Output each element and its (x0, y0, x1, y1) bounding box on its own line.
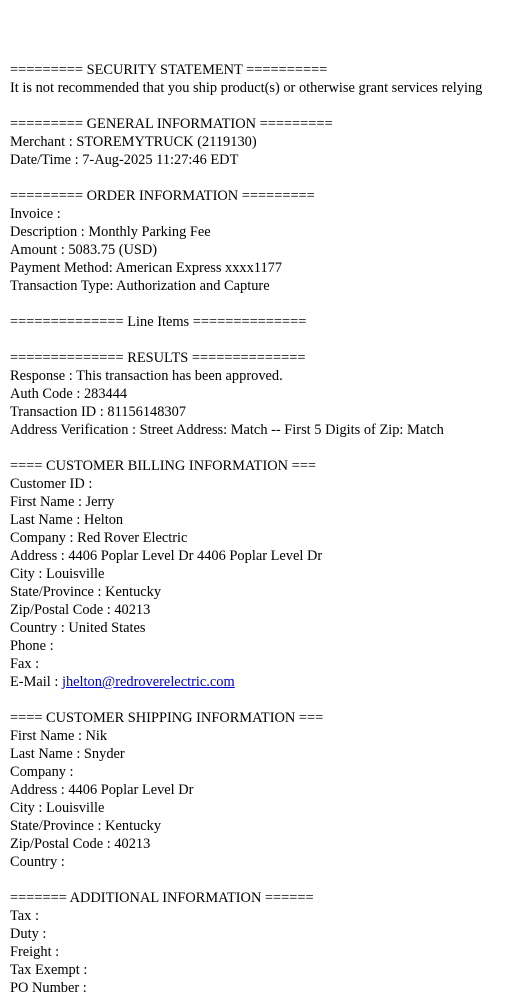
spacer (10, 691, 521, 709)
auth-code-line: Auth Code : 283444 (10, 386, 128, 402)
billing-first-name: First Name : Jerry (10, 494, 115, 510)
billing-email-link[interactable]: jhelton@redroverelectric.com (61, 674, 235, 690)
freight-line: Freight : (10, 944, 60, 960)
billing-address: Address : 4406 Poplar Level Dr 4406 Poplar Level Dr (10, 548, 323, 564)
billing-state: State/Province : Kentucky (10, 584, 162, 600)
merchant-line: Merchant : STOREMYTRUCK (2119130) (10, 134, 257, 150)
billing-fax: Fax : (10, 656, 40, 672)
line-items-header: ============== Line Items ============== (10, 314, 307, 330)
po-number-line: PO Number : (10, 980, 87, 996)
shipping-city: City : Louisville (10, 800, 105, 816)
duty-line: Duty : (10, 926, 47, 942)
order-information-header: ========= ORDER INFORMATION ========= (10, 188, 315, 204)
spacer (10, 331, 521, 349)
transaction-type-line: Transaction Type: Authorization and Capture (10, 278, 270, 294)
amount-line: Amount : 5083.75 (USD) (10, 242, 158, 258)
security-statement-header: ========= SECURITY STATEMENT ========== (10, 62, 328, 78)
additional-information-header: ======= ADDITIONAL INFORMATION ====== (10, 890, 314, 906)
shipping-information-header: ==== CUSTOMER SHIPPING INFORMATION === (10, 710, 324, 726)
invoice-line: Invoice : (10, 206, 61, 222)
billing-country: Country : United States (10, 620, 146, 636)
billing-email-label: E-Mail : (10, 674, 62, 690)
tax-exempt-line: Tax Exempt : (10, 962, 88, 978)
results-header: ============== RESULTS ============== (10, 350, 306, 366)
transaction-id-line: Transaction ID : 81156148307 (10, 404, 187, 420)
billing-customer-id: Customer ID : (10, 476, 93, 492)
response-line: Response : This transaction has been approved. (10, 368, 283, 384)
billing-zip: Zip/Postal Code : 40213 (10, 602, 151, 618)
shipping-last-name: Last Name : Snyder (10, 746, 125, 762)
shipping-zip: Zip/Postal Code : 40213 (10, 836, 151, 852)
datetime-line: Date/Time : 7-Aug-2025 11:27:46 EDT (10, 152, 239, 168)
description-line: Description : Monthly Parking Fee (10, 224, 211, 240)
billing-phone: Phone : (10, 638, 54, 654)
shipping-address: Address : 4406 Poplar Level Dr (10, 782, 194, 798)
shipping-first-name: First Name : Nik (10, 728, 108, 744)
address-verification-line: Address Verification : Street Address: Match -- First 5 Digits of Zip: Match (10, 422, 444, 438)
spacer (10, 295, 521, 313)
spacer (10, 439, 521, 457)
billing-email-line (10, 673, 521, 691)
billing-company: Company : Red Rover Electric (10, 530, 188, 546)
shipping-country: Country : (10, 854, 65, 870)
billing-last-name: Last Name : Helton (10, 512, 124, 528)
billing-information-header: ==== CUSTOMER BILLING INFORMATION === (10, 458, 316, 474)
spacer (10, 97, 521, 115)
shipping-state: State/Province : Kentucky (10, 818, 162, 834)
receipt-document (10, 61, 521, 997)
shipping-company: Company : (10, 764, 74, 780)
billing-city: City : Louisville (10, 566, 105, 582)
payment-method-line: Payment Method: American Express xxxx1177 (10, 260, 283, 276)
spacer (10, 169, 521, 187)
general-information-header: ========= GENERAL INFORMATION ========= (10, 116, 333, 132)
spacer (10, 871, 521, 889)
tax-line: Tax : (10, 908, 39, 924)
security-statement-text: It is not recommended that you ship product(s) or otherwise grant services relying (10, 80, 483, 96)
